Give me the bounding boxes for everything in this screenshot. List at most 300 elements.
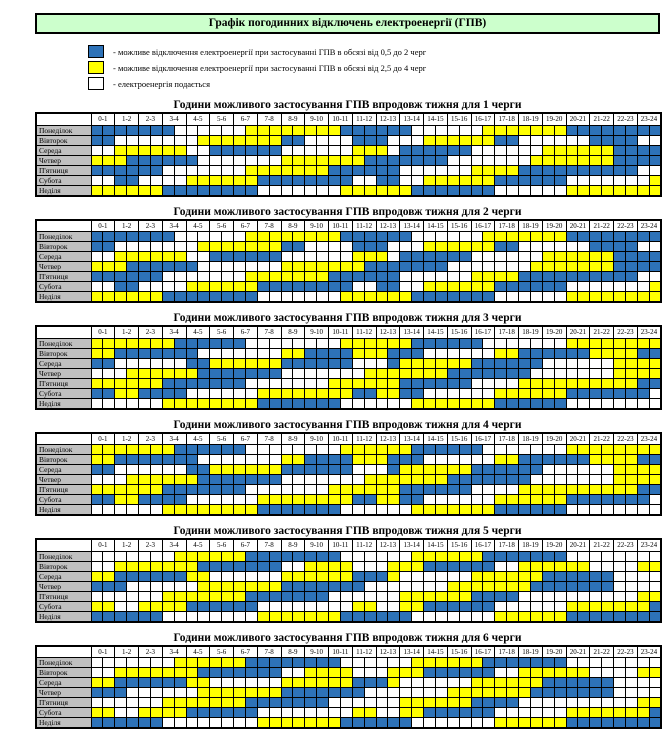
schedule-cell <box>222 378 234 388</box>
schedule-cell <box>530 358 542 368</box>
schedule-cell <box>542 242 554 252</box>
day-label: Четвер <box>36 368 91 378</box>
schedule-cell <box>649 388 661 398</box>
schedule-cell <box>352 358 364 368</box>
hour-header: 3-4 <box>162 326 186 338</box>
schedule-cell <box>364 455 376 465</box>
schedule-cell <box>281 165 293 175</box>
schedule-cell <box>305 475 317 485</box>
schedule-cell <box>364 175 376 185</box>
hour-header: 19-20 <box>542 433 566 445</box>
schedule-cell <box>91 272 103 282</box>
schedule-cell <box>388 135 400 145</box>
schedule-cell <box>234 668 246 678</box>
schedule-cell <box>590 668 602 678</box>
schedule-cell <box>590 185 602 196</box>
schedule-cell <box>162 561 174 571</box>
hour-header: 12-13 <box>376 433 400 445</box>
schedule-cell <box>471 455 483 465</box>
schedule-cell <box>329 348 341 358</box>
schedule-cell <box>305 358 317 368</box>
schedule-cell <box>174 678 186 688</box>
schedule-cell <box>115 708 127 718</box>
schedule-cell <box>495 398 507 409</box>
schedule-cell <box>186 708 198 718</box>
schedule-cell <box>139 668 151 678</box>
schedule-cell <box>150 465 162 475</box>
schedule-cell <box>234 611 246 622</box>
schedule-cell <box>174 561 186 571</box>
schedule-cell <box>590 282 602 292</box>
day-label: Неділя <box>36 185 91 196</box>
schedule-cell <box>115 611 127 622</box>
hour-header: 15-16 <box>447 433 471 445</box>
schedule-cell <box>388 262 400 272</box>
schedule-cell <box>412 125 424 135</box>
schedule-cell <box>340 561 352 571</box>
schedule-cell <box>91 708 103 718</box>
schedule-cell <box>186 232 198 242</box>
schedule-cell <box>649 551 661 561</box>
schedule-cell <box>150 591 162 601</box>
schedule-cell <box>281 445 293 455</box>
schedule-cell <box>245 688 257 698</box>
schedule-cell <box>198 175 210 185</box>
schedule-cell <box>281 658 293 668</box>
schedule-cell <box>625 348 637 358</box>
schedule-cell <box>649 125 661 135</box>
schedule-cell <box>566 678 578 688</box>
hour-header: 10-11 <box>329 646 353 658</box>
schedule-cell <box>150 378 162 388</box>
schedule-cell <box>352 708 364 718</box>
schedule-cell <box>554 445 566 455</box>
schedule-cell <box>566 398 578 409</box>
schedule-cell <box>210 445 222 455</box>
schedule-cell <box>340 358 352 368</box>
schedule-cell <box>198 358 210 368</box>
schedule-cell <box>637 708 649 718</box>
schedule-cell <box>376 252 388 262</box>
schedule-cell <box>174 398 186 409</box>
schedule-cell <box>139 282 151 292</box>
schedule-cell <box>459 155 471 165</box>
hour-header: 16-17 <box>471 433 495 445</box>
schedule-cell <box>507 571 519 581</box>
schedule-cell <box>530 445 542 455</box>
schedule-cell <box>281 475 293 485</box>
hour-header: 19-20 <box>542 220 566 232</box>
schedule-cell <box>210 571 222 581</box>
schedule-cell <box>257 165 269 175</box>
schedule-cell <box>293 611 305 622</box>
schedule-cell <box>471 571 483 581</box>
schedule-cell <box>424 232 436 242</box>
schedule-cell <box>424 658 436 668</box>
schedule-cell <box>625 185 637 196</box>
schedule-cell <box>269 155 281 165</box>
schedule-cell <box>400 601 412 611</box>
schedule-cell <box>150 561 162 571</box>
schedule-cell <box>115 551 127 561</box>
schedule-cell <box>115 175 127 185</box>
hour-header: 13-14 <box>400 113 424 125</box>
schedule-cell <box>542 581 554 591</box>
schedule-cell <box>649 601 661 611</box>
schedule-cell <box>471 475 483 485</box>
schedule-cell <box>578 611 590 622</box>
hour-header: 5-6 <box>210 220 234 232</box>
table-row-Понеділок <box>36 338 661 348</box>
schedule-cell <box>435 165 447 175</box>
schedule-cell <box>400 242 412 252</box>
schedule-cell <box>530 485 542 495</box>
hour-header: 23-24 <box>637 433 661 445</box>
schedule-cell <box>649 718 661 729</box>
schedule-cell <box>293 678 305 688</box>
schedule-cell <box>329 658 341 668</box>
schedule-cell <box>269 242 281 252</box>
schedule-cell <box>435 465 447 475</box>
schedule-cell <box>424 708 436 718</box>
schedule-cell <box>483 252 495 262</box>
schedule-cell <box>614 601 626 611</box>
hour-header: 20-21 <box>566 220 590 232</box>
schedule-cell <box>281 252 293 262</box>
hour-header: 7-8 <box>257 539 281 551</box>
schedule-cell <box>507 292 519 303</box>
schedule-cell <box>412 668 424 678</box>
table-title-queue-2: Години можливого застосування ГПВ впродовж тижня для 2 черги <box>173 205 522 218</box>
schedule-cell <box>649 571 661 581</box>
day-label: Понеділок <box>36 658 91 668</box>
schedule-cell <box>329 155 341 165</box>
schedule-cell <box>637 348 649 358</box>
schedule-cell <box>340 551 352 561</box>
schedule-cell <box>127 125 139 135</box>
schedule-cell <box>352 465 364 475</box>
schedule-cell <box>245 561 257 571</box>
schedule-cell <box>150 135 162 145</box>
schedule-cell <box>281 668 293 678</box>
table-row-Понеділок <box>36 125 661 135</box>
schedule-cell <box>317 165 329 175</box>
schedule-cell <box>424 185 436 196</box>
schedule-cell <box>317 581 329 591</box>
schedule-cell <box>602 658 614 668</box>
schedule-cell <box>198 165 210 175</box>
schedule-cell <box>91 165 103 175</box>
schedule-cell <box>495 185 507 196</box>
schedule-cell <box>329 495 341 505</box>
schedule-cell <box>649 678 661 688</box>
schedule-cell <box>352 368 364 378</box>
schedule-cell <box>281 718 293 729</box>
schedule-cell <box>91 378 103 388</box>
schedule-cell <box>471 135 483 145</box>
schedule-cell <box>103 551 115 561</box>
schedule-cell <box>388 718 400 729</box>
schedule-cell <box>495 611 507 622</box>
hour-header: 22-23 <box>614 326 638 338</box>
schedule-cell <box>234 688 246 698</box>
schedule-cell <box>352 242 364 252</box>
schedule-cell <box>186 465 198 475</box>
hour-header: 21-22 <box>590 326 614 338</box>
schedule-cell <box>590 698 602 708</box>
schedule-cell <box>317 688 329 698</box>
schedule-cell <box>483 125 495 135</box>
schedule-cell <box>174 581 186 591</box>
schedule-cell <box>614 708 626 718</box>
schedule-cell <box>625 292 637 303</box>
schedule-cell <box>483 688 495 698</box>
hour-header: 20-21 <box>566 326 590 338</box>
schedule-cell <box>222 232 234 242</box>
schedule-cell <box>412 465 424 475</box>
schedule-cell <box>317 465 329 475</box>
schedule-cell <box>305 551 317 561</box>
schedule-cell <box>127 165 139 175</box>
schedule-cell <box>317 601 329 611</box>
schedule-cell <box>590 262 602 272</box>
schedule-cell <box>637 485 649 495</box>
schedule-cell <box>340 571 352 581</box>
schedule-cell <box>329 591 341 601</box>
schedule-cell <box>578 368 590 378</box>
schedule-cell <box>400 368 412 378</box>
schedule-cell <box>602 388 614 398</box>
schedule-cell <box>507 282 519 292</box>
schedule-cell <box>459 242 471 252</box>
schedule-cell <box>257 272 269 282</box>
schedule-cell <box>174 232 186 242</box>
schedule-cell <box>519 232 531 242</box>
hour-header: 8-9 <box>281 646 305 658</box>
schedule-cell <box>542 282 554 292</box>
schedule-cell <box>649 658 661 668</box>
schedule-cell <box>400 358 412 368</box>
schedule-cell <box>376 292 388 303</box>
schedule-cell <box>305 338 317 348</box>
schedule-cell <box>281 175 293 185</box>
schedule-cell <box>234 581 246 591</box>
hour-header: 9-10 <box>305 539 329 551</box>
schedule-cell <box>210 678 222 688</box>
hour-header: 1-2 <box>115 113 139 125</box>
schedule-cell <box>257 465 269 475</box>
schedule-cell <box>352 611 364 622</box>
schedule-cell <box>127 698 139 708</box>
schedule-cell <box>103 155 115 165</box>
schedule-cell <box>554 658 566 668</box>
day-label: Середа <box>36 571 91 581</box>
schedule-cell <box>293 475 305 485</box>
schedule-cell <box>329 252 341 262</box>
schedule-cell <box>602 125 614 135</box>
schedule-cell <box>459 232 471 242</box>
schedule-cell <box>257 378 269 388</box>
schedule-cell <box>590 165 602 175</box>
schedule-cell <box>554 232 566 242</box>
schedule-cell <box>329 601 341 611</box>
schedule-cell <box>317 551 329 561</box>
schedule-cell <box>293 272 305 282</box>
schedule-cell <box>483 155 495 165</box>
schedule-cell <box>388 242 400 252</box>
schedule-cell <box>459 368 471 378</box>
schedule-cell <box>245 495 257 505</box>
schedule-cell <box>150 388 162 398</box>
schedule-cell <box>115 292 127 303</box>
schedule-cell <box>293 591 305 601</box>
schedule-cell <box>554 678 566 688</box>
schedule-cell <box>388 668 400 678</box>
schedule-cell <box>495 388 507 398</box>
schedule-cell <box>293 232 305 242</box>
schedule-cell <box>139 445 151 455</box>
schedule-cell <box>91 348 103 358</box>
schedule-cell <box>625 678 637 688</box>
schedule-cell <box>257 561 269 571</box>
schedule-cell <box>245 571 257 581</box>
schedule-cell <box>269 688 281 698</box>
schedule-cell <box>637 262 649 272</box>
table-row-Субота <box>36 388 661 398</box>
schedule-cell <box>614 551 626 561</box>
schedule-cell <box>115 398 127 409</box>
schedule-cell <box>222 718 234 729</box>
schedule-cell <box>447 505 459 516</box>
hour-header: 23-24 <box>637 220 661 232</box>
schedule-cell <box>625 175 637 185</box>
schedule-cell <box>91 601 103 611</box>
schedule-cell <box>625 561 637 571</box>
schedule-cell <box>222 455 234 465</box>
schedule-cell <box>115 485 127 495</box>
schedule-cell <box>150 551 162 561</box>
schedule-cell <box>519 561 531 571</box>
schedule-cell <box>578 678 590 688</box>
schedule-cell <box>424 718 436 729</box>
schedule-cell <box>352 155 364 165</box>
schedule-cell <box>139 145 151 155</box>
schedule-cell <box>542 338 554 348</box>
schedule-cell <box>210 475 222 485</box>
schedule-cell <box>447 282 459 292</box>
schedule-cell <box>340 135 352 145</box>
schedule-cell <box>281 368 293 378</box>
schedule-cell <box>115 358 127 368</box>
schedule-cell <box>245 718 257 729</box>
schedule-cell <box>222 125 234 135</box>
hour-header: 6-7 <box>234 646 258 658</box>
schedule-cell <box>649 495 661 505</box>
schedule-cell <box>293 125 305 135</box>
schedule-cell <box>388 698 400 708</box>
schedule-cell <box>625 252 637 262</box>
schedule-cell <box>91 505 103 516</box>
schedule-cell <box>614 561 626 571</box>
schedule-cell <box>542 358 554 368</box>
schedule-cell <box>281 388 293 398</box>
legend-swatch-icon <box>88 61 104 74</box>
schedule-cell <box>317 455 329 465</box>
schedule-cell <box>590 601 602 611</box>
schedule-cell <box>424 145 436 155</box>
table-row-Неділя <box>36 718 661 729</box>
schedule-cell <box>388 398 400 409</box>
schedule-cell <box>602 378 614 388</box>
schedule-cell <box>245 668 257 678</box>
schedule-cell <box>162 485 174 495</box>
schedule-cell <box>364 581 376 591</box>
schedule-cell <box>115 145 127 155</box>
schedule-cell <box>483 485 495 495</box>
day-label: Субота <box>36 495 91 505</box>
schedule-cell <box>150 125 162 135</box>
schedule-cell <box>388 252 400 262</box>
schedule-cell <box>281 232 293 242</box>
schedule-cell <box>317 282 329 292</box>
schedule-cell <box>495 368 507 378</box>
hour-header: 11-12 <box>352 113 376 125</box>
schedule-cell <box>400 445 412 455</box>
schedule-cell <box>435 398 447 409</box>
schedule-cell <box>364 551 376 561</box>
schedule-cell <box>245 358 257 368</box>
schedule-cell <box>150 398 162 409</box>
schedule-cell <box>293 581 305 591</box>
schedule-cell <box>234 571 246 581</box>
schedule-cell <box>210 561 222 571</box>
schedule-cell <box>127 561 139 571</box>
schedule-cell <box>245 475 257 485</box>
schedule-cell <box>139 292 151 303</box>
schedule-cell <box>115 165 127 175</box>
schedule-cell <box>602 232 614 242</box>
schedule-cell <box>495 658 507 668</box>
hour-header: 4-5 <box>186 646 210 658</box>
schedule-cell <box>507 242 519 252</box>
schedule-cell <box>530 718 542 729</box>
day-label: Понеділок <box>36 338 91 348</box>
schedule-cell <box>400 175 412 185</box>
hour-header-row <box>36 113 661 125</box>
schedule-cell <box>637 165 649 175</box>
schedule-cell <box>91 668 103 678</box>
schedule-cell <box>139 368 151 378</box>
hour-header: 19-20 <box>542 539 566 551</box>
hour-header: 18-19 <box>519 326 543 338</box>
schedule-cell <box>435 505 447 516</box>
schedule-cell <box>625 445 637 455</box>
schedule-cell <box>637 338 649 348</box>
schedule-cell <box>305 292 317 303</box>
schedule-cell <box>234 475 246 485</box>
schedule-cell <box>245 155 257 165</box>
schedule-cell <box>459 165 471 175</box>
schedule-cell <box>495 175 507 185</box>
schedule-cell <box>150 678 162 688</box>
schedule-cell <box>459 688 471 698</box>
schedule-cell <box>495 668 507 678</box>
hour-header: 6-7 <box>234 539 258 551</box>
schedule-cell <box>364 718 376 729</box>
table-row-Середа <box>36 145 661 155</box>
schedule-cell <box>614 185 626 196</box>
schedule-cell <box>507 358 519 368</box>
